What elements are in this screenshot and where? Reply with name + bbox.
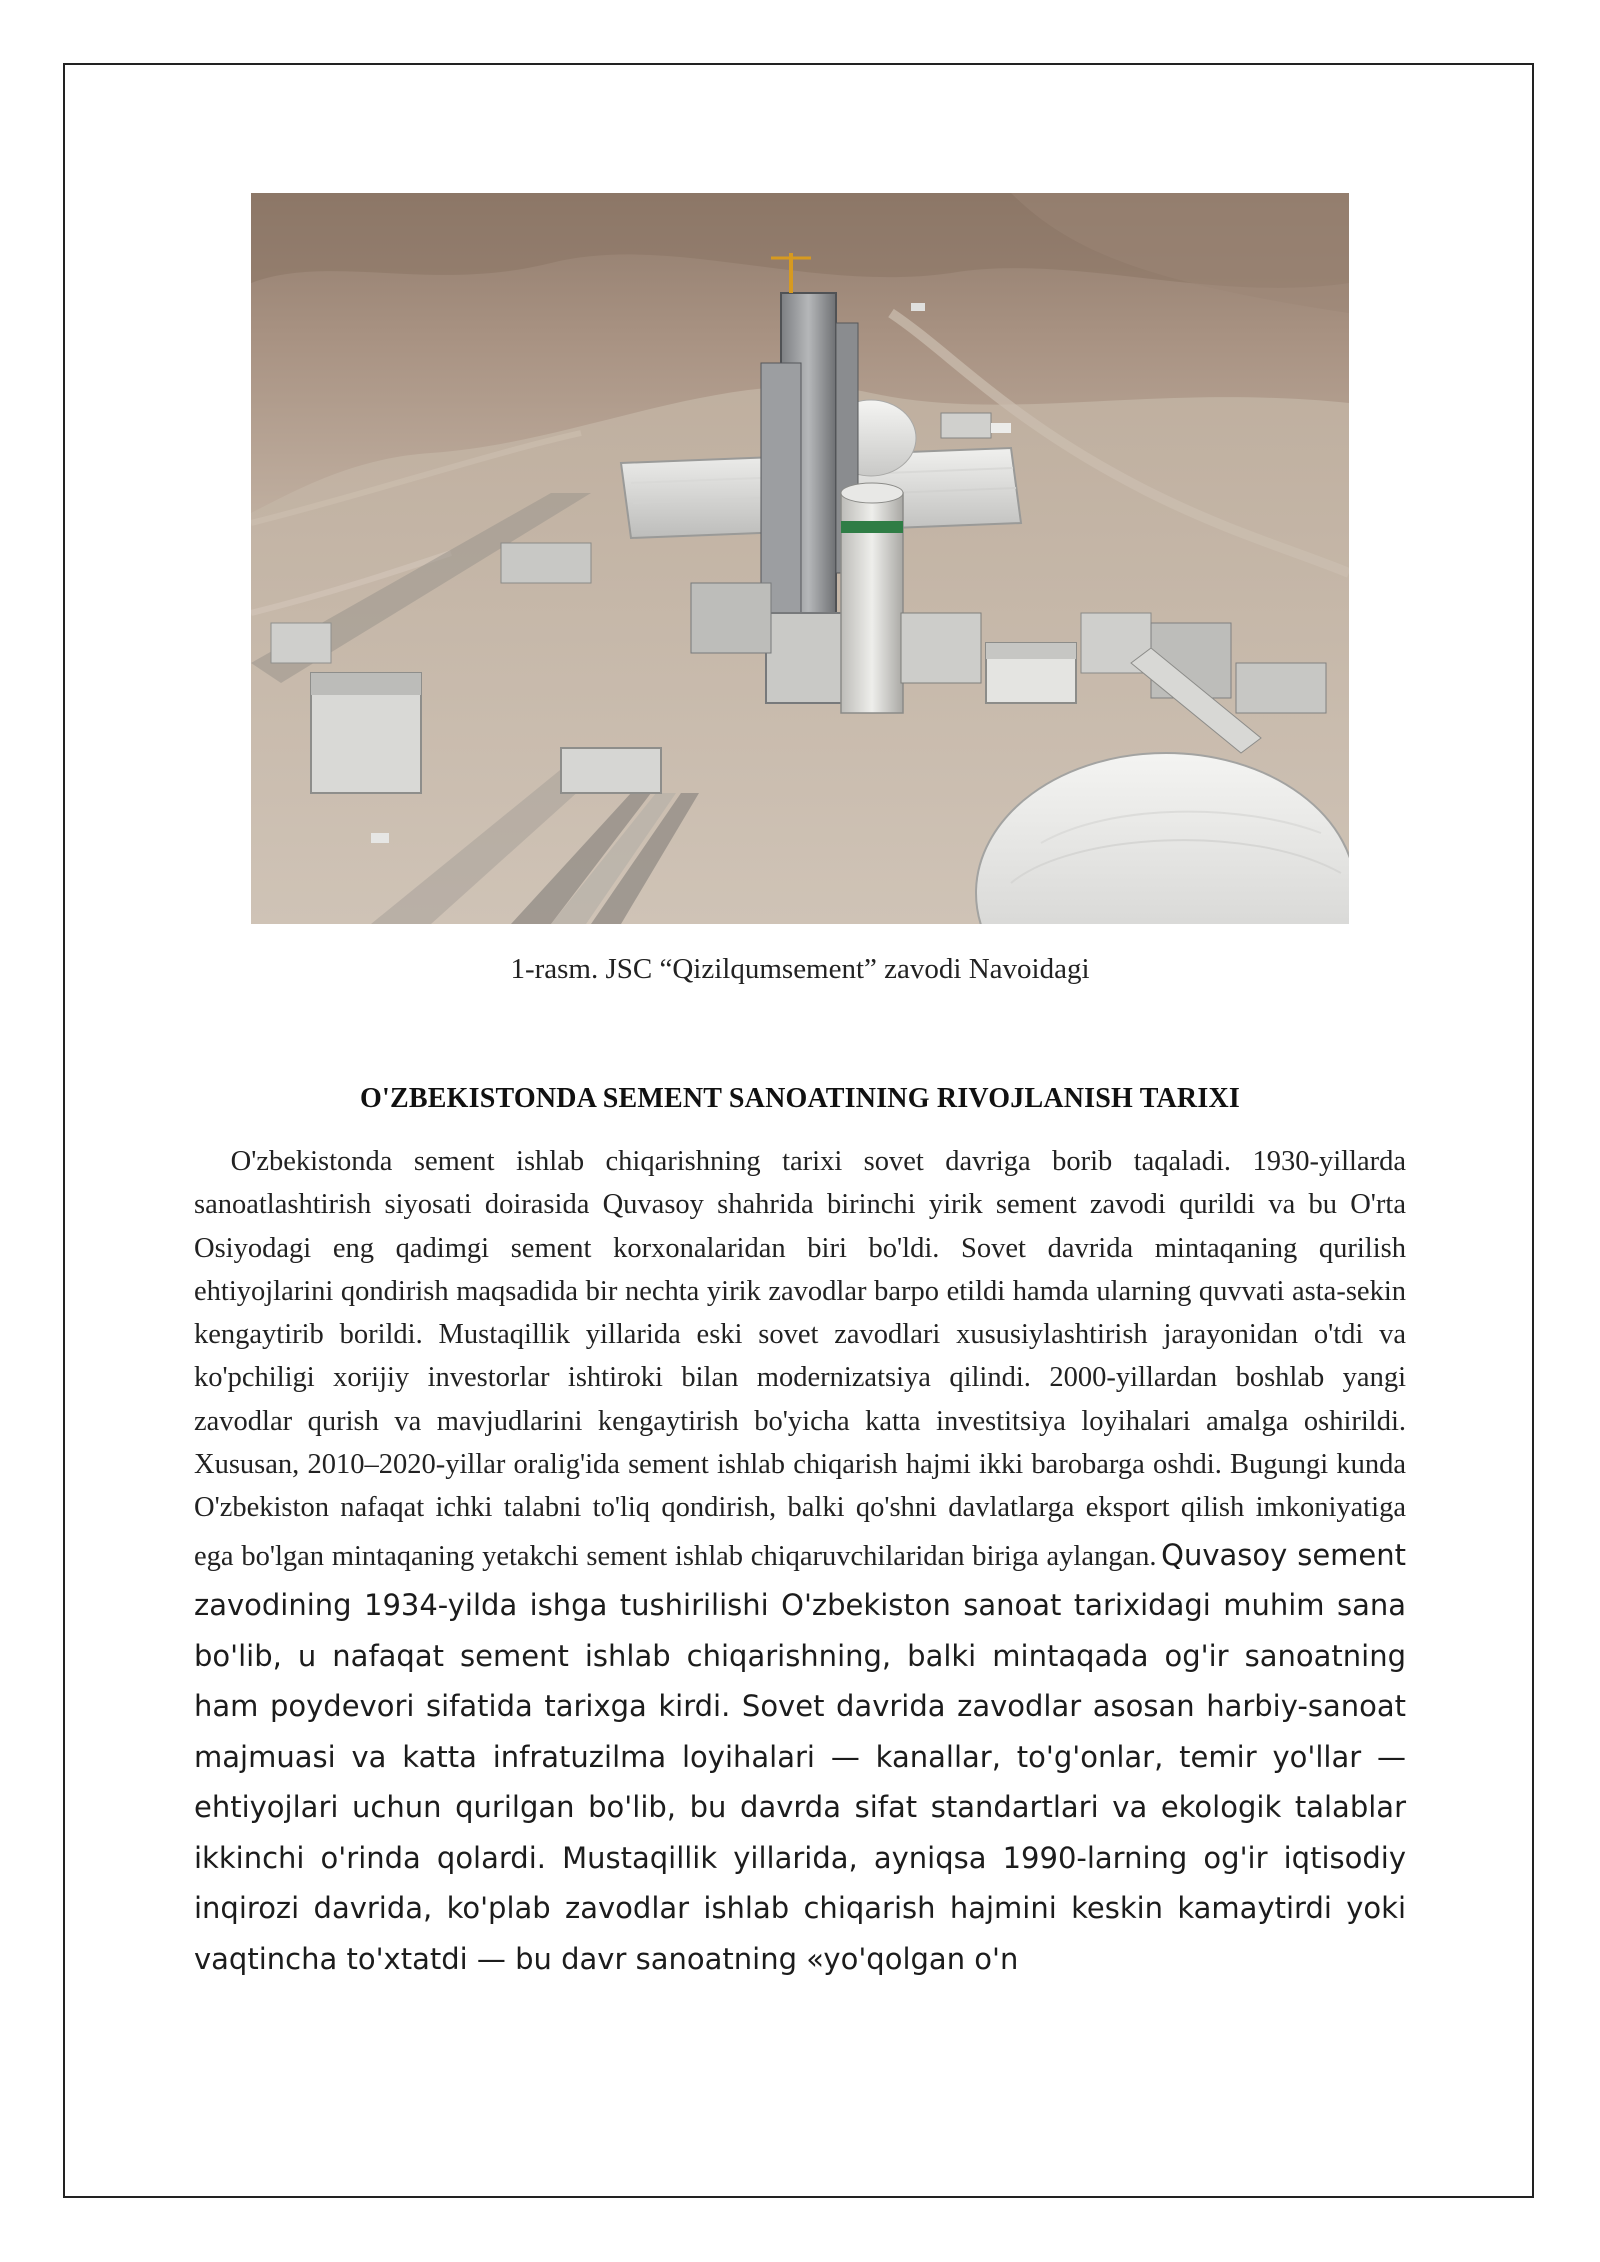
figure-caption: 1-rasm. JSC “Qizilqumsement” zavodi Navoidagi [510, 953, 1090, 985]
cement-plant-aerial-photo [251, 193, 1349, 924]
article-body [194, 1140, 1406, 1984]
paragraph-serif-text: O'zbekistonda sement ishlab chiqarishning tarixi sovet davriga borib taqaladi. 1930-yillarda sanoatlashtirish siyosati doirasida Quvasoy shahrida birinchi yirik sement zavodi qurildi va bu O'rta Osiyodagi eng qadimgi sement korxonalaridan biri bo'ldi. Sovet davrida mintaqaning qurilish ehtiyojlarini qondirish maqsadida bir nechta yirik zavodlar barpo etildi hamda ularning quvvati asta-sekin kengaytirib borildi. Mustaqillik yillarida eski sovet zavodlari xususiylashtirish jarayonidan o'tdi va ko'pchiligi xorijiy investorlar ishtiroki bilan modernizatsiya qilindi. 2000-yillardan boshlab yangi zavodlar qurish va mavjudlarini kengaytirish bo'yicha katta investitsiya loyihalari amalga oshirildi. Xususan, 2010–2020-yillar oralig'ida sement ishlab chiqarish hajmi ikki barobarga oshdi. Bugungi kunda O'zbekiston nafaqat ichki talabni to'liq qondirish, balki qo'shni davlatlarga eksport qilish imkoniyatiga ega bo'lgan mintaqaning yetakchi sement ishlab chiqaruvchilaridan biriga aylangan. [194, 1146, 1406, 1572]
paragraph-sans-text: Quvasoy sement zavodining 1934-yilda ishga tushirilishi O'zbekiston sanoat tarixidagi muhim sana bo'lib, u nafaqat sement ishlab chiqarishning, balki mintaqada og'ir sanoatning ham poydevori sifatida tarixga kirdi. Sovet davrida zavodlar asosan harbiy-sanoat majmuasi va katta infratuzilma loyihalari — kanallar, to'g'onlar, temir yo'llar — ehtiyojlari uchun qurilgan bo'lib, bu davrda sifat standartlari va ekologik talablar ikkinchi o'rinda qolardi. Mustaqillik yillarida, ayniqsa 1990-larning og'ir iqtisodiy inqirozi davrida, ko'plab zavodlar ishlab chiqarish hajmini keskin kamaytirdi yoki vaqtincha to'xtatdi — bu davr sanoatning «yo'qolgan o'n [194, 1537, 1406, 1976]
article-heading: O'ZBEKISTONDA SEMENT SANOATINING RIVOJLANISH TARIXI [360, 1083, 1240, 1114]
